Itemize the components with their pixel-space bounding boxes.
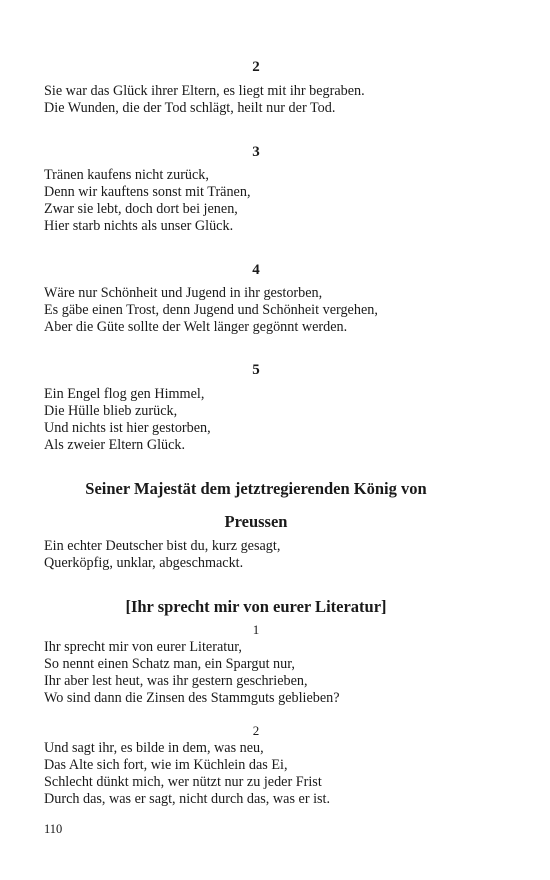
verse-line: So nennt einen Schatz man, ein Spargut nur, — [44, 656, 295, 672]
verse-line: Hier starb nichts als unser Glück. — [44, 218, 234, 234]
verse-line: Das Alte sich fort, wie im Küchlein das Ei, — [44, 757, 288, 773]
verse-line: Und nichts ist hier gestorben, — [44, 420, 211, 436]
verse-line: Ihr aber lest heut, was ihr gestern geschrieben, — [44, 673, 308, 689]
verse-line: Durch das, was er sagt, nicht durch das, was er ist. — [44, 791, 331, 807]
verse-line: Aber die Güte sollte der Welt länger gegönnt werden. — [44, 319, 348, 335]
verse-line: Wäre nur Schönheit und Jugend in ihr gestorben, — [44, 285, 323, 301]
section-number: 4 — [252, 262, 260, 278]
stanza-number: 1 — [252, 622, 260, 637]
section-number: 5 — [252, 362, 260, 378]
verse-line: Denn wir kauftens sonst mit Tränen, — [44, 184, 251, 200]
poem-title: Seiner Majestät dem jetztregierenden König von — [85, 479, 427, 498]
stanza-number: 2 — [252, 723, 260, 738]
verse-line: Zwar sie lebt, doch dort bei jenen, — [44, 201, 238, 217]
poem-title-continued: Preussen — [224, 512, 288, 531]
section-number: 2 — [252, 59, 260, 75]
section-number: 3 — [252, 144, 260, 160]
verse-line: Wo sind dann die Zinsen des Stammguts geblieben? — [44, 690, 340, 706]
verse-line: Querköpfig, unklar, abgeschmackt. — [44, 555, 244, 571]
verse-line: Ihr sprecht mir von eurer Literatur, — [44, 639, 242, 655]
verse-line: Die Wunden, die der Tod schlägt, heilt nur der Tod. — [44, 100, 336, 116]
page-number: 110 — [44, 822, 63, 836]
poem-title: [Ihr sprecht mir von eurer Literatur] — [125, 597, 387, 616]
verse-line: Die Hülle blieb zurück, — [44, 403, 178, 419]
verse-line: Ein echter Deutscher bist du, kurz gesagt, — [44, 538, 281, 554]
verse-line: Als zweier Eltern Glück. — [44, 437, 186, 453]
verse-line: Sie war das Glück ihrer Eltern, es liegt mit ihr begraben. — [44, 83, 365, 99]
verse-line: Und sagt ihr, es bilde in dem, was neu, — [44, 740, 264, 756]
verse-line: Schlecht dünkt mich, wer nützt nur zu jeder Frist — [44, 774, 322, 790]
verse-line: Ein Engel flog gen Himmel, — [44, 386, 205, 402]
verse-line: Tränen kaufens nicht zurück, — [44, 167, 209, 183]
verse-line: Es gäbe einen Trost, denn Jugend und Schönheit vergehen, — [44, 302, 378, 318]
